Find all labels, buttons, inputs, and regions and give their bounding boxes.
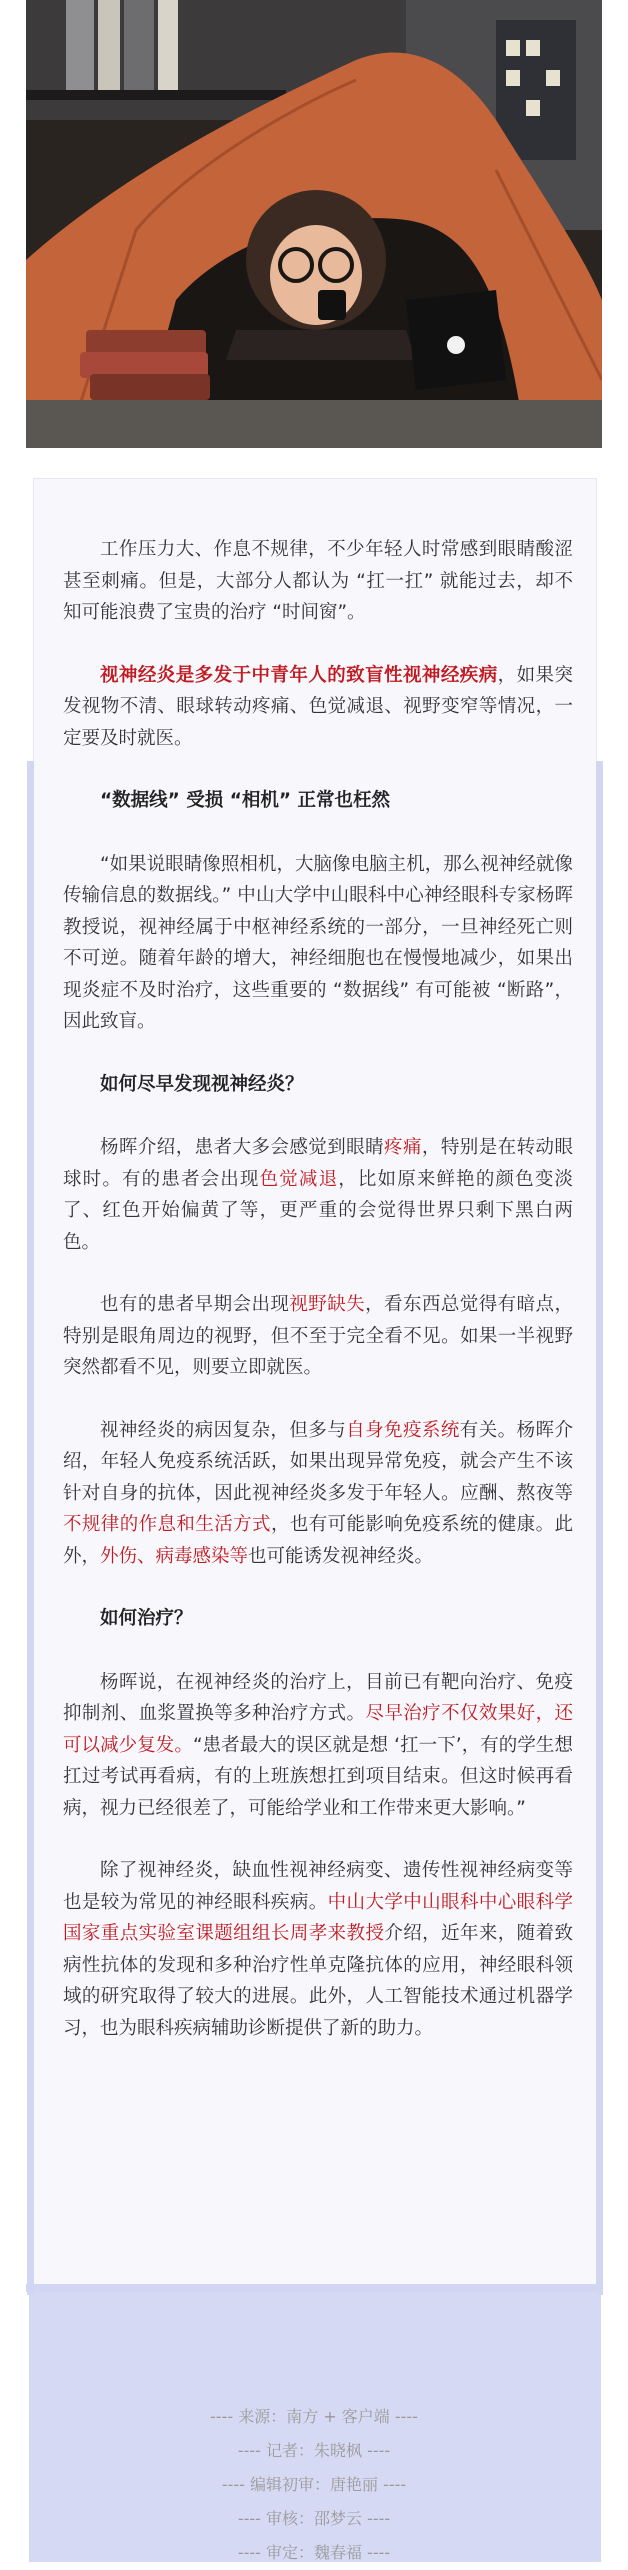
symptom-color-highlight: 色觉减退 xyxy=(259,1168,339,1190)
paragraph-causes xyxy=(63,1415,573,1573)
research-text-a: 除了视神经炎，缺血性视神经病变、遗传性视神经病变等也是较为常见的神经眼科疾病。 xyxy=(63,1860,573,1913)
heading-early-detection: 如何尽早发现视神经炎？ xyxy=(100,1073,304,1095)
visual-field-text-b: ，看东西总觉得有暗点，特别是眼角周边的视野，但不至于完全看不见。如果一半视野突然都看不见，则要立即就医。 xyxy=(63,1294,573,1378)
paragraph-visual-field xyxy=(63,1289,573,1384)
causes-text-b: 有关。杨晖介绍，年轻人免疫系统活跃，如果出现异常免疫，就会产生不该针对自身的抗体，因此视神经炎多发于年轻人。应酬、熬夜等 xyxy=(63,1419,573,1504)
causes-text-d: 也可能诱发视神经炎。 xyxy=(248,1545,434,1567)
credit-source: ---- 来源：南方 + 客户端 ---- xyxy=(210,2407,418,2426)
visual-field-text-a: 也有的患者早期会出现 xyxy=(100,1294,290,1315)
causes-text-c: ，也有可能影响免疫系统的健康。此外， xyxy=(63,1514,573,1567)
definition-text: ，如果突发视物不清、眼球转动疼痛、色觉减退、视野变窄等情况，一定要及时就医。 xyxy=(63,664,573,749)
cause-infection-highlight: 外伤、病毒感染等 xyxy=(100,1545,249,1567)
symptoms-text-c: ，比如原来鲜艳的颜色变淡了、红色开始偏黄了等，更严重的会觉得世界只剩下黑白两色。 xyxy=(63,1168,573,1253)
treatment-text-a: 杨晖说，在视神经炎的治疗上，目前已有靶向治疗、免疫抑制剂、血浆置换等多种治疗方式。 xyxy=(63,1671,573,1724)
visual-field-highlight: 视野缺失 xyxy=(289,1294,366,1315)
hero-illustration xyxy=(26,0,602,448)
definition-highlight: 视神经炎是多发于中青年人的致盲性视神经疾病 xyxy=(100,664,498,686)
symptom-pain-highlight: 疼痛 xyxy=(384,1137,422,1158)
credit-reviewer: ---- 审核：邵梦云 ---- xyxy=(237,2509,391,2528)
heading-treatment: 如何治疗？ xyxy=(100,1608,193,1629)
paragraph-symptoms xyxy=(63,1132,573,1258)
paragraph-research xyxy=(63,1855,573,2044)
treatment-highlight: 尽早治疗不仅效果好，还可以减少复发。 xyxy=(63,1703,573,1756)
paragraph-definition xyxy=(63,660,573,755)
causes-text-a: 视神经炎的病因复杂，但多与 xyxy=(100,1419,347,1441)
cause-immune-highlight: 自身免疫系统 xyxy=(346,1419,460,1441)
card-bottom-border xyxy=(26,2284,602,2292)
person-under-blanket-illustration xyxy=(26,0,602,448)
treatment-text-b: “患者最大的误区就是想 ‘扛一下’，有的学生想扛过考试再看病，有的上班族想扛到项目结束。但这时候再看病，视力已经很差了，可能给学业和工作带来更大影响。” xyxy=(63,1734,573,1819)
credit-approver: ---- 审定：魏春福 ---- xyxy=(237,2543,391,2562)
credit-reporter: ---- 记者：朱晓枫 ---- xyxy=(237,2441,391,2460)
cause-lifestyle-highlight: 不规律的作息和生活方式 xyxy=(63,1514,271,1535)
intro-text: 工作压力大、作息不规律，不少年轻人时常感到眼睛酸涩甚至刺痛。但是，大部分人都认为 “扛一扛” 就能过去，却不知可能浪费了宝贵的治疗 “时间窗”。 xyxy=(63,539,573,623)
paragraph-treatment xyxy=(63,1667,573,1825)
symptoms-text-b: ，特别是在转动眼球时。有的患者会出现 xyxy=(63,1137,573,1190)
paragraph-data-cable xyxy=(63,849,573,1038)
paragraph-intro xyxy=(63,534,573,629)
article-body xyxy=(63,534,573,2075)
research-text-b: 介绍，近年来，随着致病性抗体的发现和多种治疗性单克隆抗体的应用，神经眼科领域的研究取得了较大的进展。此外，人工智能技术通过机器学习，也为眼科疾病辅助诊断提供了新的助力。 xyxy=(63,1923,573,2039)
credit-editor: ---- 编辑初审：唐艳丽 ---- xyxy=(221,2475,407,2494)
data-cable-text: “如果说眼睛像照相机，大脑像电脑主机，那么视神经就像传输信息的数据线。” 中山大学中山眼科中心神经眼科专家杨晖教授说，视神经属于中枢神经系统的一部分，一旦神经死亡则不可逆。随着年龄的增大，神经细胞也在慢慢地减少，如果出现炎症不及时治疗，这些重要的 “数据线” 有可能被 “断路”，因此致盲。 xyxy=(63,853,573,1032)
heading-data-cable: “数据线” 受损 “相机” 正常也枉然 xyxy=(100,790,390,811)
credits xyxy=(0,2400,628,2570)
symptoms-text-a: 杨晖介绍，患者大多会感觉到眼睛 xyxy=(100,1137,385,1158)
researcher-highlight: 中山大学中山眼科中心眼科学国家重点实验室课题组组长周孝来教授 xyxy=(63,1891,573,1944)
